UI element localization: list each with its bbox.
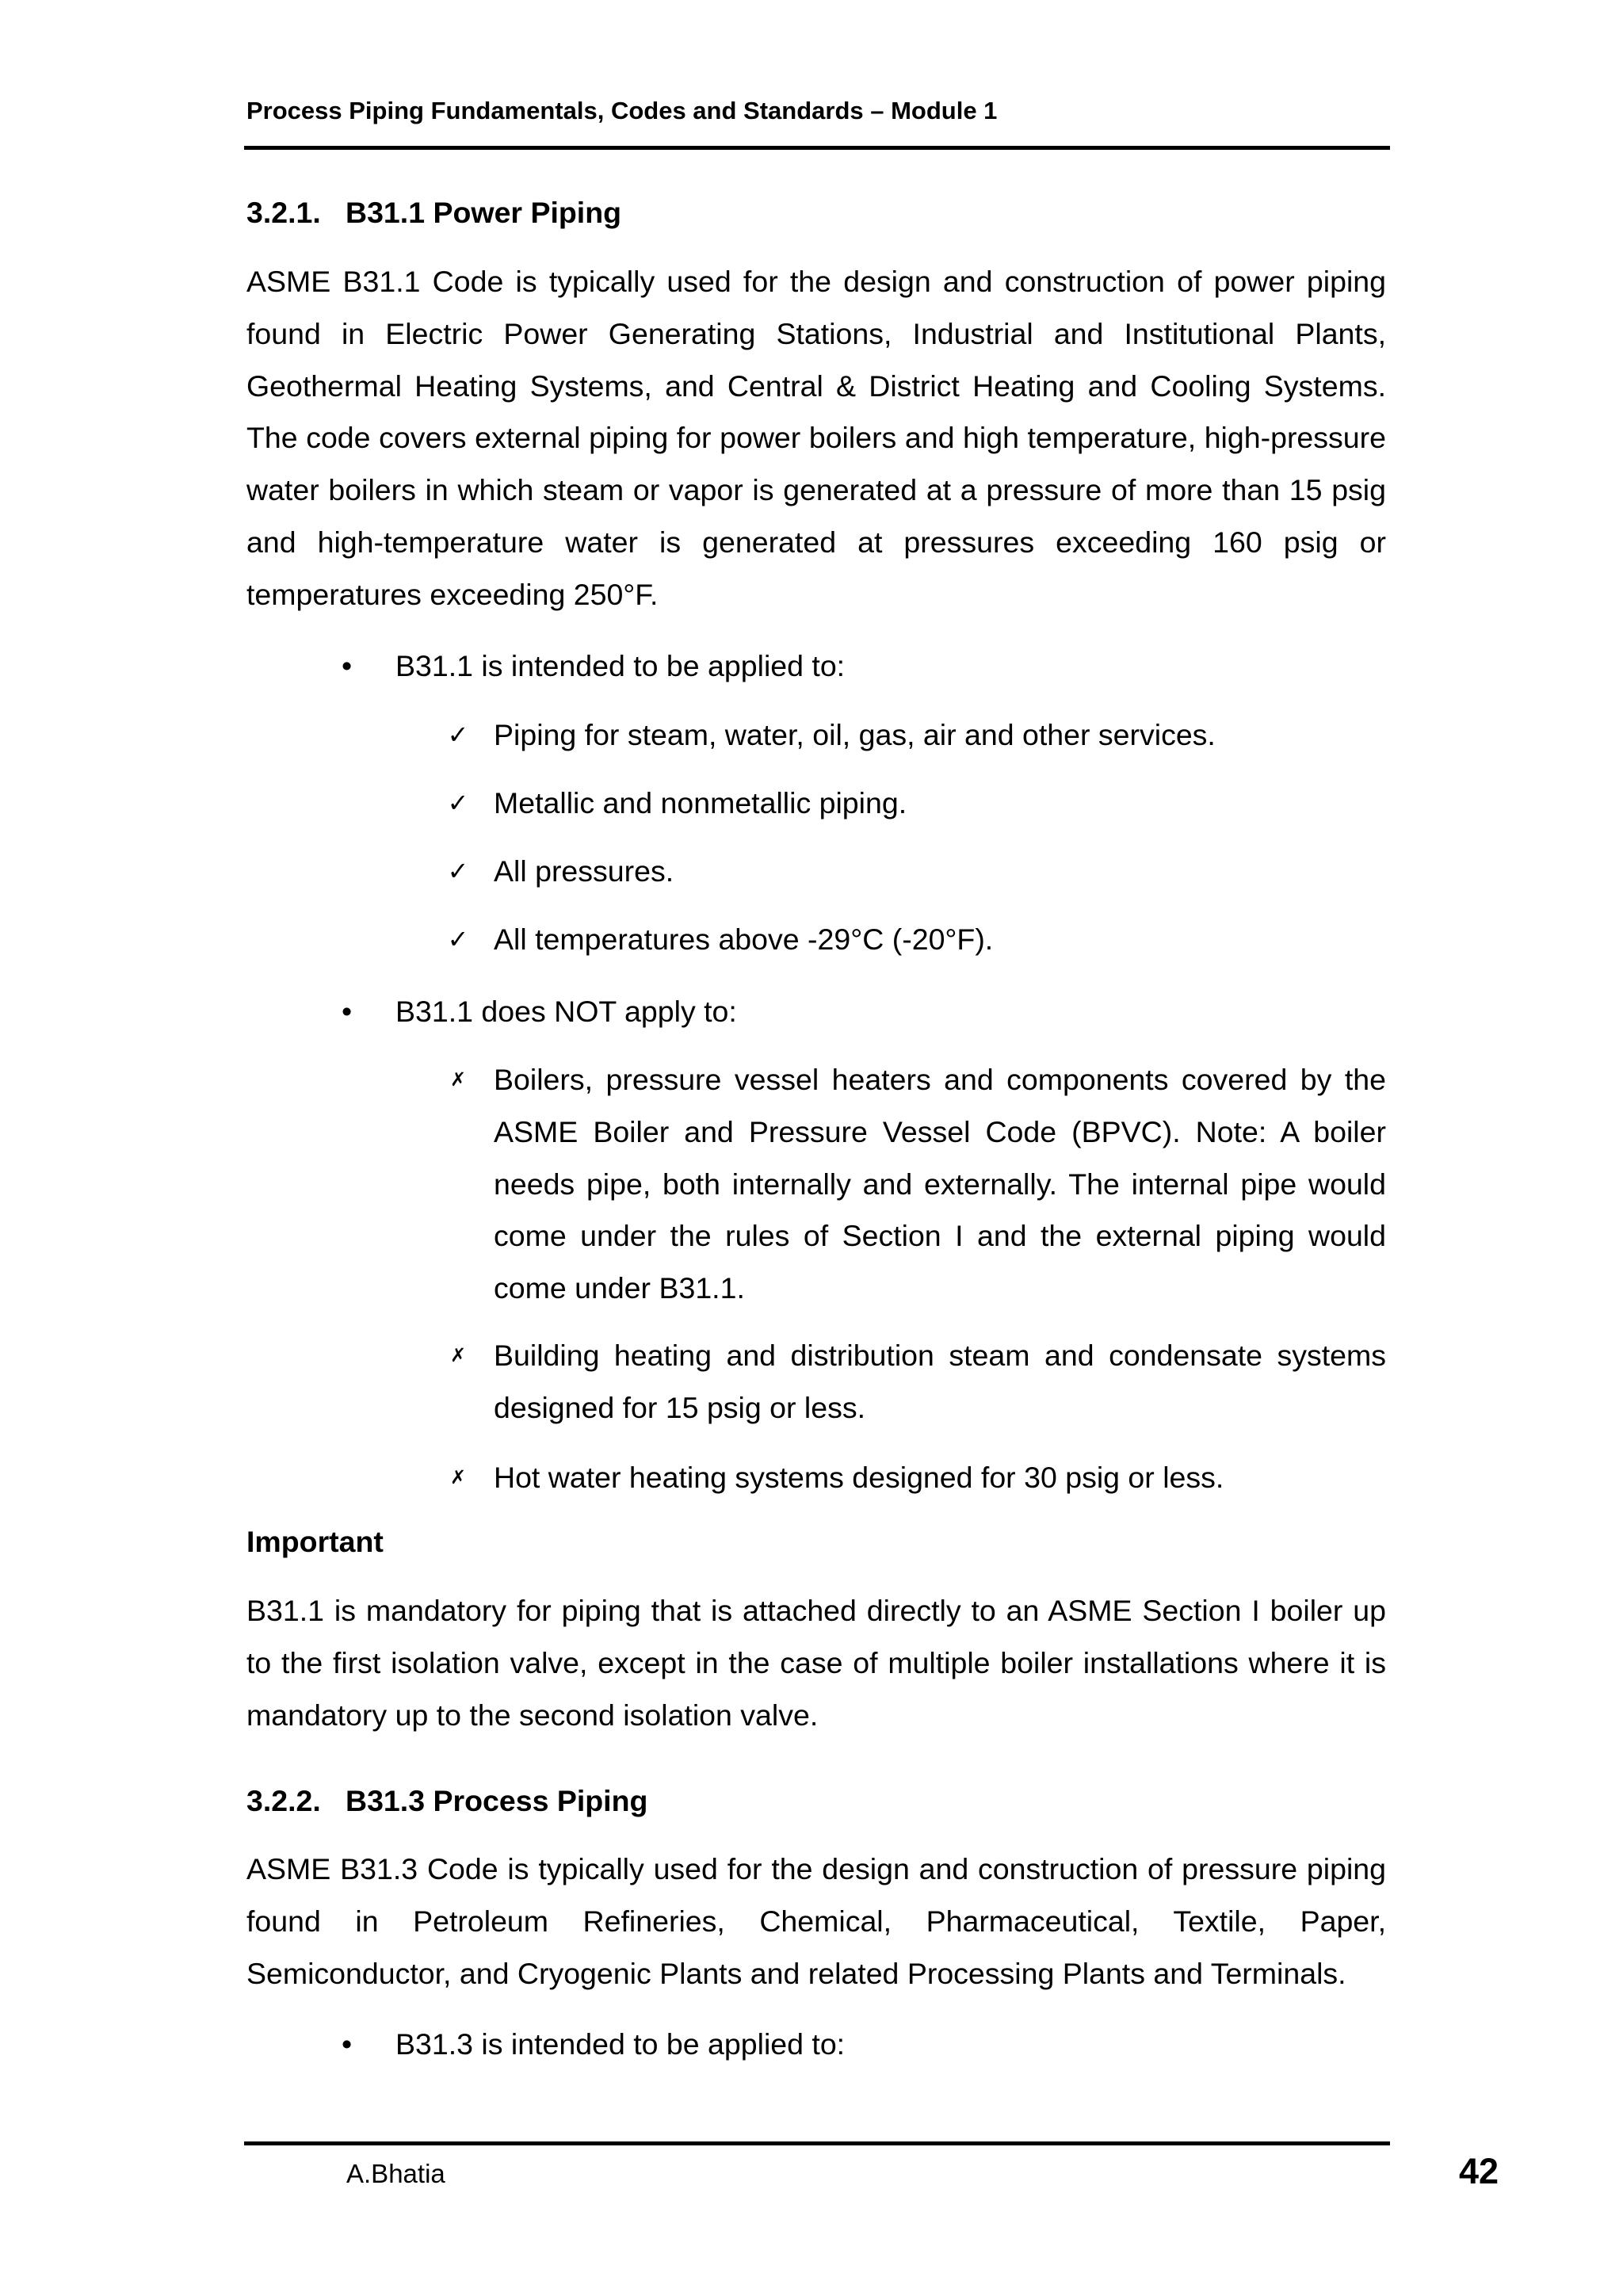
- applies-item: [442, 914, 1386, 966]
- bullet-dot: •: [342, 995, 353, 1028]
- applies-item: [442, 846, 1386, 898]
- section-title: B31.1 Power Piping: [346, 196, 622, 229]
- section-intro-paragraph: ASME B31.1 Code is typically used for the design and construction of power piping found in Electric Power Generating Stations, Industrial and Institutional Plants, Geothermal Heating Systems, and Central & District Heating and Cooling Systems. The code covers external piping for power boilers and high temperature, high-pressure water boilers in which steam or vapor is generated at a pressure of more than 15 psig and high-temperature water is generated at pressures exceeding 160 psig or temperatures exceeding 250°F.: [246, 265, 1386, 611]
- section-heading-b31-3: [246, 1781, 647, 1820]
- not-applies-item: [442, 1054, 1386, 1315]
- section-intro-paragraph: ASME B31.3 Code is typically used for the design and construction of pressure piping found in Petroleum Refineries, Chemical, Pharmaceutical, Textile, Paper, Semiconductor, and Cryogenic Plants and related Processing Plants and Terminals.: [246, 1852, 1386, 1990]
- footer-author: A.Bhatia: [346, 2159, 445, 2188]
- applies-item-text: All temperatures above -29°C (-20°F).: [494, 923, 994, 956]
- applies-item: [442, 777, 1386, 830]
- bullet-label: B31.1 is intended to be applied to:: [395, 649, 846, 682]
- bullet-label: B31.3 is intended to be applied to:: [395, 2027, 846, 2061]
- applies-item-text: All pressures.: [494, 854, 674, 888]
- important-label: Important: [246, 1525, 384, 1558]
- footer-rule: [244, 2141, 1390, 2145]
- cross-icon: ✗: [449, 1344, 467, 1366]
- applies-item-text: Metallic and nonmetallic piping.: [494, 786, 907, 819]
- applies-item: [442, 709, 1386, 762]
- cross-icon: ✗: [449, 1466, 467, 1488]
- bullet-dot: •: [342, 2027, 353, 2061]
- not-applies-item-text: Building heating and distribution steam and condensate systems designed for 15 psig or less.: [494, 1339, 1386, 1424]
- check-icon: ✓: [447, 720, 469, 750]
- header-rule: [244, 146, 1390, 150]
- running-header-title: Process Piping Fundamentals, Codes and Standards – Module 1: [246, 97, 998, 124]
- check-icon: ✓: [447, 788, 469, 818]
- section-title: B31.3 Process Piping: [346, 1784, 648, 1817]
- cross-icon: ✗: [449, 1068, 467, 1091]
- page-number: 42: [1459, 2151, 1499, 2191]
- section-number: 3.2.2.: [246, 1784, 321, 1817]
- bullet-label: B31.1 does NOT apply to:: [395, 995, 737, 1028]
- bullet-dot: •: [342, 649, 353, 682]
- not-applies-item-text: Boilers, pressure vessel heaters and components covered by the ASME Boiler and Pressure Vessel Code (BPVC). Note: A boiler needs pipe, both internally and externally. The internal pipe would come under the rules of Section I and the external piping would come under B31.1.: [494, 1063, 1386, 1305]
- check-icon: ✓: [447, 856, 469, 886]
- not-applies-item-text: Hot water heating systems designed for 30 psig or less.: [494, 1461, 1224, 1494]
- important-paragraph: B31.1 is mandatory for piping that is attached directly to an ASME Section I boiler up to the first isolation valve, except in the case of multiple boiler installations where it is mandatory up to the second isolation valve.: [246, 1594, 1386, 1732]
- applies-item-text: Piping for steam, water, oil, gas, air and other services.: [494, 718, 1216, 751]
- section-number: 3.2.1.: [246, 196, 321, 229]
- section-heading-b31-1: [246, 193, 621, 232]
- check-icon: ✓: [447, 924, 469, 954]
- not-applies-item: [442, 1330, 1386, 1435]
- not-applies-item: [442, 1452, 1386, 1504]
